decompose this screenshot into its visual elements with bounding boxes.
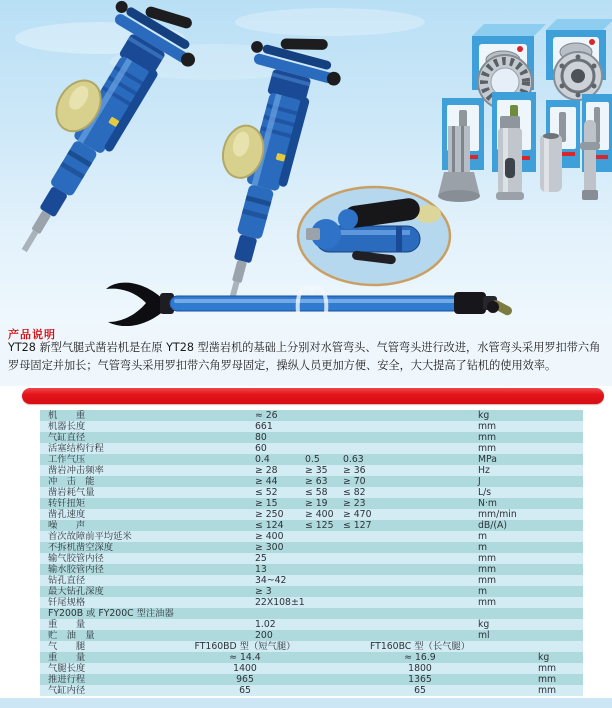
spec-value: 25	[255, 553, 267, 564]
spec-value: ≥ 15	[255, 498, 278, 509]
spec-unit: mm	[478, 421, 497, 432]
table-row	[40, 421, 583, 432]
table-row	[40, 410, 583, 421]
spec-value: 965	[236, 674, 254, 685]
spec-label: FY200B 或 FY200C 型注油器	[48, 608, 174, 619]
spec-label: 气缸内径	[48, 685, 86, 696]
table-row	[40, 674, 583, 685]
spec-value: 65	[239, 685, 251, 696]
section-title: 产品说明	[8, 328, 56, 341]
table-row	[40, 619, 583, 630]
spec-label: 机 重	[48, 410, 86, 421]
spec-label: 机器长度	[48, 421, 86, 432]
footer-strip	[0, 698, 612, 708]
spec-label: 工作气压	[48, 454, 86, 465]
table-row	[40, 652, 583, 663]
spec-value: ≥ 70	[343, 476, 366, 487]
spec-value: 1.02	[255, 619, 276, 630]
shank-adapter	[540, 133, 562, 192]
spec-value: 200	[255, 630, 273, 641]
spec-label: 首次故障前平均延米	[48, 531, 132, 542]
spec-label: 凿孔速度	[48, 509, 86, 520]
table-row	[40, 630, 583, 641]
shank-adapter	[496, 116, 524, 200]
spec-value: ≥ 28	[255, 465, 278, 476]
spec-value: ≥ 23	[343, 498, 366, 509]
spec-value: ≥ 63	[305, 476, 328, 487]
spec-value: 661	[255, 421, 273, 432]
table-row	[40, 498, 583, 509]
table-row	[40, 520, 583, 531]
table-row	[40, 663, 583, 674]
spec-label: 输水胶管内径	[48, 564, 104, 575]
spec-value: ≥ 470	[343, 509, 372, 520]
spec-value: ≥ 44	[255, 476, 278, 487]
spec-label: 钎尾规格	[48, 597, 86, 608]
spec-unit: mm	[478, 564, 497, 575]
leg-fitting-icon	[454, 292, 514, 317]
spec-value: ≥ 3	[255, 586, 272, 597]
spec-value: 1365	[408, 674, 432, 685]
table-row	[40, 685, 583, 696]
table-row	[40, 443, 583, 454]
spec-value: 0.63	[343, 454, 364, 465]
spec-unit: L/s	[478, 487, 492, 498]
spec-value: 0.5	[305, 454, 320, 465]
spec-label: 输气胶管内径	[48, 553, 104, 564]
table-row	[40, 487, 583, 498]
table-row	[40, 509, 583, 520]
table-row	[40, 553, 583, 564]
table-row	[40, 608, 583, 619]
accessory-boxes-photo	[438, 19, 612, 202]
spec-value: 34~42	[255, 575, 287, 586]
product-description: YT28 新型气腿式凿岩机是在原 YT28 型凿岩机的基础上分别对水管弯头、气管弯头进行改进，水管弯头采用罗扣带六角罗母固定并加长；气管弯头采用罗扣带六角罗母固定，操纵人员更加方便、安全，大大提高了钻机的使用效率。	[8, 341, 601, 372]
spec-table-section	[0, 406, 612, 698]
spec-value: ≥ 36	[343, 465, 366, 476]
spec-value: ≥ 19	[305, 498, 328, 509]
spec-value: ≤ 58	[305, 487, 328, 498]
spec-unit: mm	[538, 663, 557, 674]
spec-unit: MPa	[478, 454, 497, 465]
spec-unit: J	[478, 476, 481, 487]
spec-unit: m	[478, 531, 488, 542]
red-divider-banner	[22, 388, 604, 404]
spec-value: ≤ 82	[343, 487, 366, 498]
table-row	[40, 586, 583, 597]
spec-unit: mm	[538, 674, 557, 685]
spec-label: 重 量	[48, 652, 86, 663]
spec-value: FT160BD 型（短气腿）	[194, 641, 296, 652]
spec-unit: N·m	[478, 498, 497, 509]
table-row	[40, 641, 583, 652]
spec-label: 噪 声	[48, 520, 86, 531]
claw-foot-icon	[106, 283, 174, 327]
spec-value: 1400	[233, 663, 257, 674]
spec-value: ≥ 400	[305, 509, 334, 520]
table-row	[40, 476, 583, 487]
spec-unit: kg	[478, 619, 490, 630]
table-row	[40, 575, 583, 586]
table-row	[40, 432, 583, 443]
spec-value: ≥ 250	[255, 509, 284, 520]
table-row	[40, 531, 583, 542]
spec-label: 气腿长度	[48, 663, 86, 674]
table-row	[40, 542, 583, 553]
spec-label: 钻孔直径	[48, 575, 86, 586]
spec-unit: dB/(A)	[478, 520, 508, 531]
spec-value: 65	[414, 685, 426, 696]
table-row	[40, 454, 583, 465]
ratchet-ring	[554, 52, 602, 100]
spec-label: 气 腿	[48, 641, 86, 652]
table-row	[40, 597, 583, 608]
product-photos	[0, 0, 612, 328]
spec-value: ≥ 35	[305, 465, 328, 476]
leg-tube	[170, 296, 460, 311]
spec-value: 60	[255, 443, 267, 454]
spec-value: ≥ 400	[255, 531, 284, 542]
table-row	[40, 465, 583, 476]
spec-value: 1800	[408, 663, 432, 674]
spec-label: 气缸直径	[48, 432, 86, 443]
spec-unit: m	[478, 542, 488, 553]
product-photo-area	[0, 0, 612, 328]
spec-value: 22X108±1	[255, 597, 305, 608]
spec-unit: mm	[478, 432, 497, 443]
spec-value: ≥ 300	[255, 542, 284, 553]
spec-unit: mm	[478, 443, 497, 454]
detail-inset-photo	[298, 187, 450, 285]
spec-value: ≤ 127	[343, 520, 372, 531]
table-row	[40, 564, 583, 575]
spec-value: ≈ 14.4	[229, 652, 261, 663]
spec-label: 最大钻孔深度	[48, 586, 104, 597]
spec-label: 推进行程	[48, 674, 86, 685]
spec-value: 13	[255, 564, 267, 575]
spec-unit: kg	[478, 410, 490, 421]
spec-unit: mm	[478, 575, 497, 586]
spec-table	[40, 410, 583, 696]
spec-label: 不拆机凿空深度	[48, 542, 114, 553]
spec-label: 贮 油 量	[48, 630, 95, 641]
spec-unit: m	[478, 586, 488, 597]
spec-unit: mm	[478, 597, 497, 608]
spec-label: 活塞结构行程	[48, 443, 104, 454]
description-section	[0, 326, 612, 386]
air-leg-photo	[106, 283, 514, 327]
spec-unit: mm	[478, 553, 497, 564]
spec-value: ≈ 26	[255, 410, 278, 421]
spec-label: 重 量	[48, 619, 86, 630]
spec-label: 冲 击 能	[48, 476, 95, 487]
spec-value: ≈ 16.9	[404, 652, 436, 663]
cloud	[235, 8, 425, 36]
spec-label: 转钎扭矩	[48, 498, 86, 509]
spec-value: ≤ 124	[255, 520, 284, 531]
spec-label: 凿岩耗气量	[48, 487, 95, 498]
spec-unit: Hz	[478, 465, 490, 476]
spec-unit: ml	[478, 630, 490, 641]
spec-value: FT160BC 型（长气腿）	[369, 641, 471, 652]
spec-value: 80	[255, 432, 267, 443]
spec-value: ≤ 52	[255, 487, 278, 498]
spec-unit: mm/min	[478, 509, 517, 520]
spec-unit: mm	[538, 685, 557, 696]
spec-value: ≤ 125	[305, 520, 334, 531]
spec-label: 凿岩冲击频率	[48, 465, 104, 476]
spec-unit: kg	[538, 652, 550, 663]
spec-value: 0.4	[255, 454, 270, 465]
